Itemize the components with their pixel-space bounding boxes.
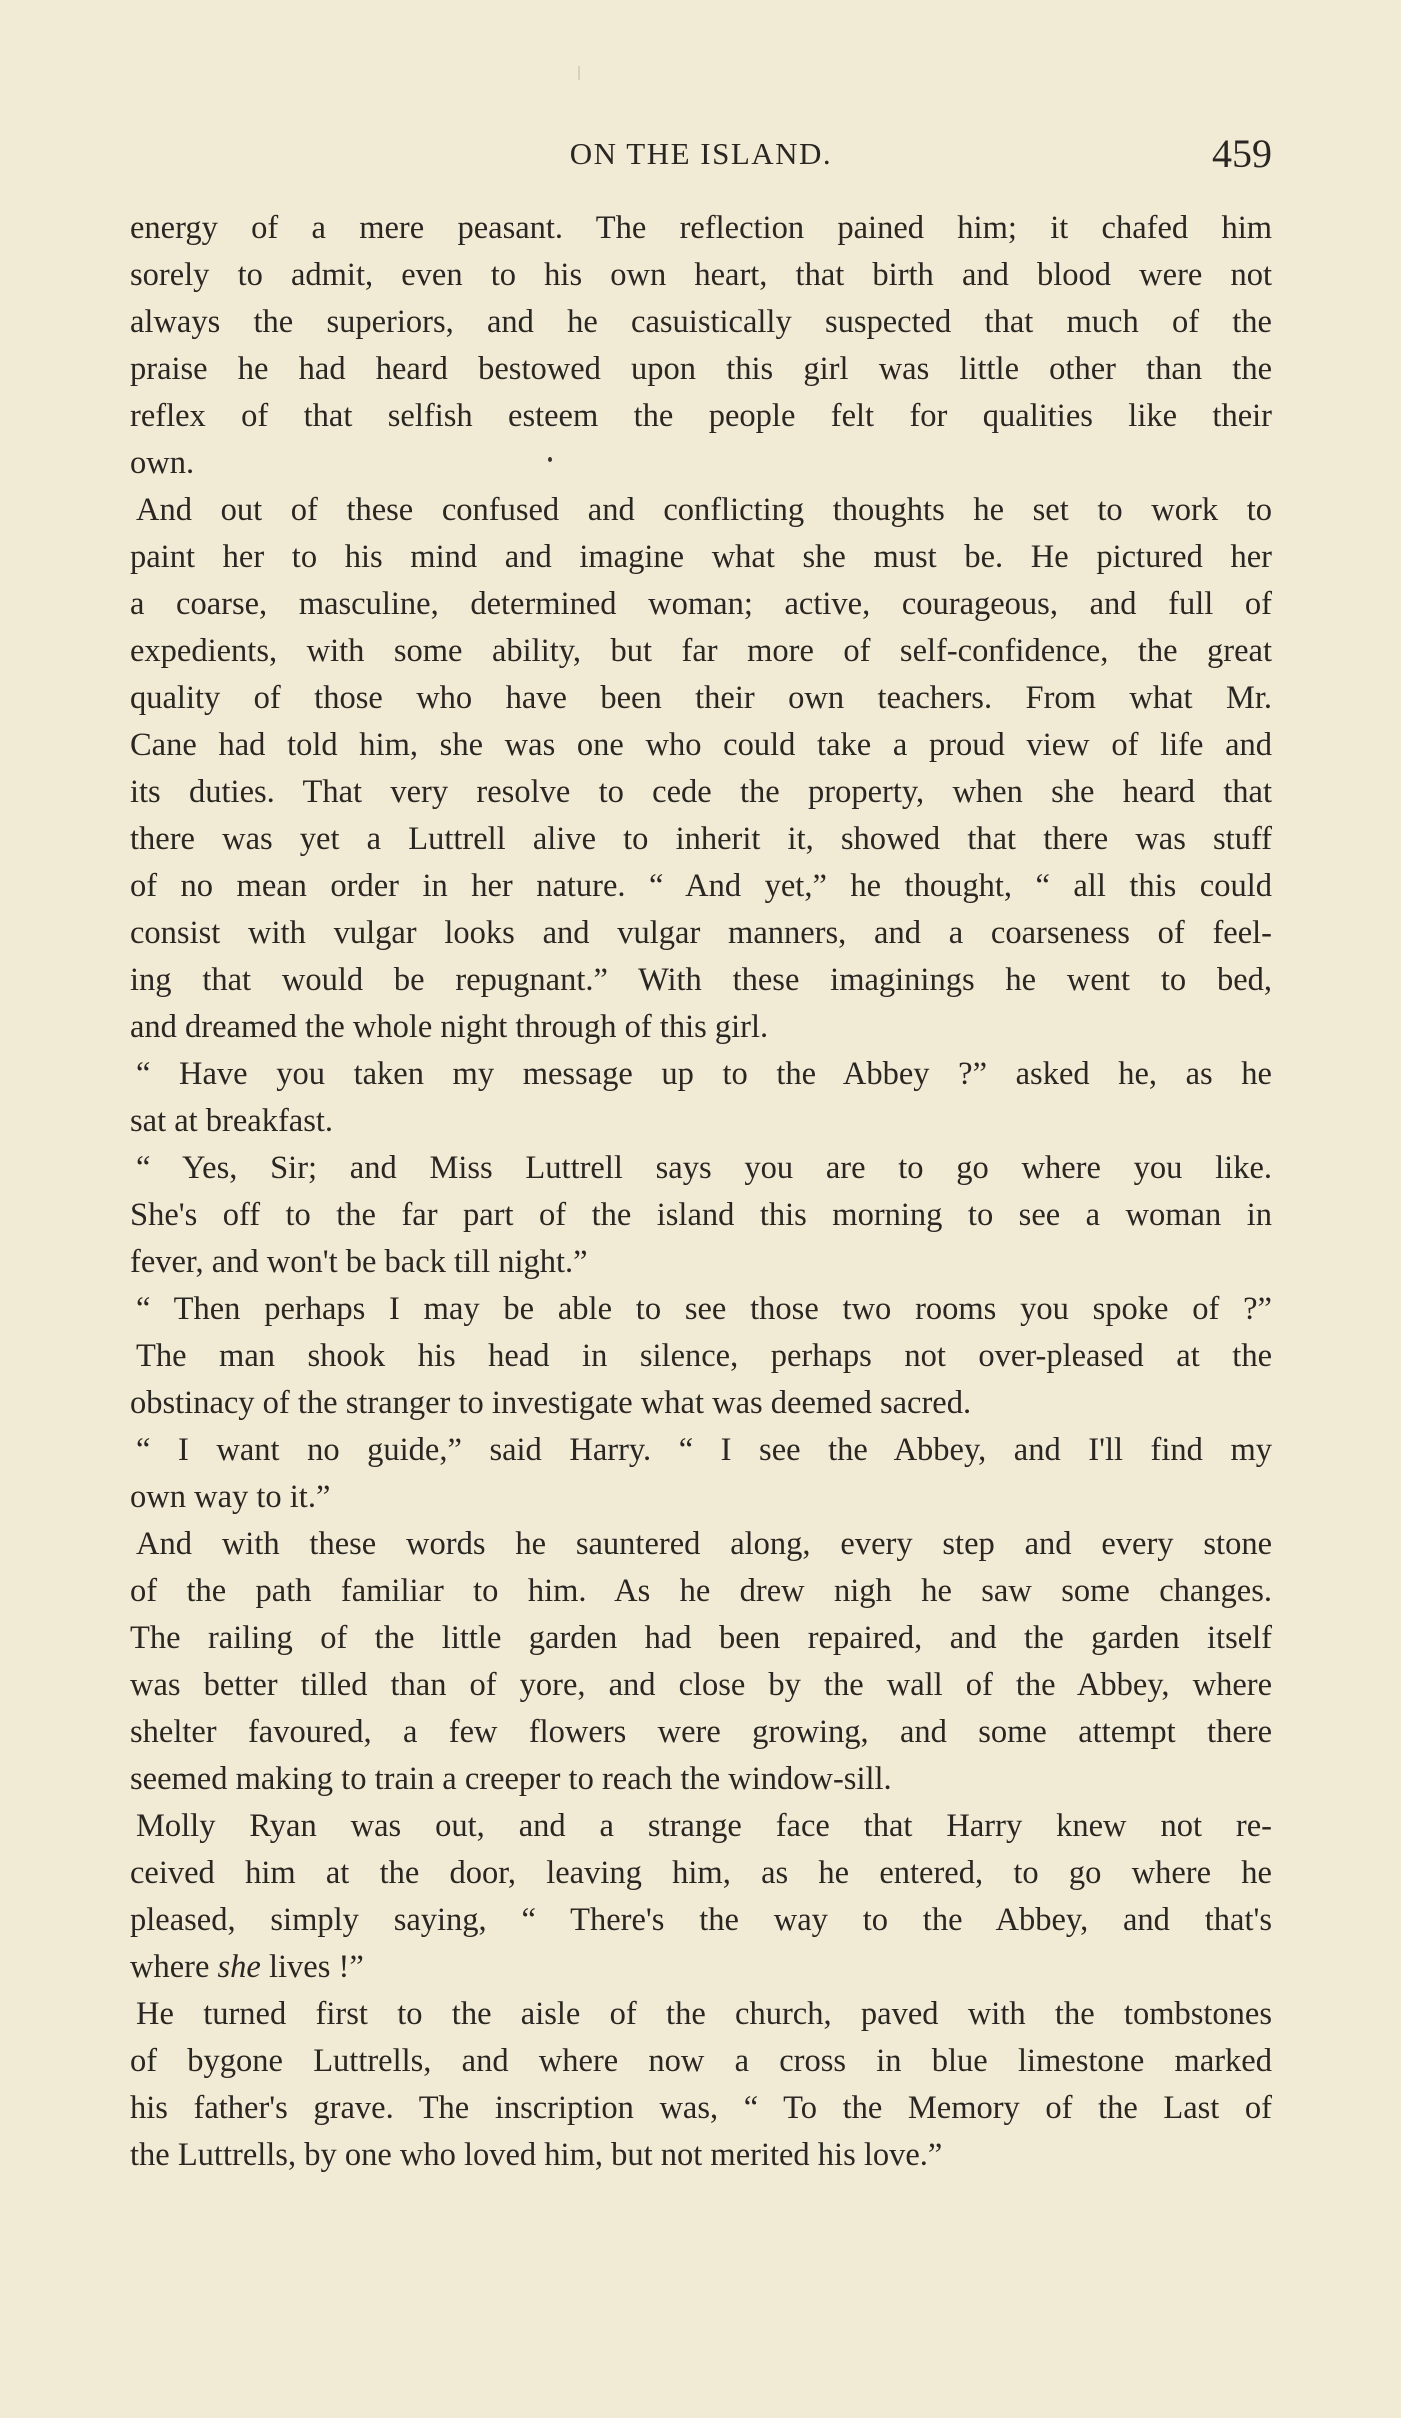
text-line: “ Then perhaps I may be able to see those two rooms you spoke of ?” xyxy=(136,1291,1272,1327)
text-line: his father's grave. The inscription was, “ To the Memory of the Last of xyxy=(130,2090,1272,2126)
emphasis-word: she xyxy=(217,1949,261,1985)
text-line: She's off to the far part of the island this morning to see a woman in xyxy=(130,1197,1272,1233)
text-fragment: where xyxy=(130,1949,210,1985)
page-number: 459 xyxy=(1212,131,1272,176)
text-line: the Luttrells, by one who loved him, but not merited his love.” xyxy=(130,2137,943,2173)
body-text xyxy=(130,205,1272,2179)
text-line: reflex of that selfish esteem the people felt for qualities like their xyxy=(130,398,1272,434)
text-line: fever, and won't be back till night.” xyxy=(130,1244,588,1280)
text-line: own. xyxy=(130,445,195,481)
text-line: always the superiors, and he casuistically suspected that much of the xyxy=(130,304,1272,340)
text-line: its duties. That very resolve to cede the property, when she heard that xyxy=(130,774,1272,810)
text-line: ing that would be repugnant.” With these imaginings he went to bed, xyxy=(130,962,1272,998)
text-line: sat at breakfast. xyxy=(130,1103,334,1139)
text-line: pleased, simply saying, “ There's the way to the Abbey, and that's xyxy=(130,1902,1272,1938)
text-line: The man shook his head in silence, perhaps not over-pleased at the xyxy=(136,1338,1272,1374)
text-line: obstinacy of the stranger to investigate what was deemed sacred. xyxy=(130,1385,972,1421)
text-line: and dreamed the whole night through of this girl. xyxy=(130,1009,769,1045)
text-line: of no mean order in her nature. “ And yet,” he thought, “ all this could xyxy=(130,868,1272,904)
text-line: praise he had heard bestowed upon this girl was little other than the xyxy=(130,351,1272,387)
text-line: And with these words he sauntered along, every step and every stone xyxy=(136,1526,1272,1562)
text-line: ceived him at the door, leaving him, as he entered, to go where he xyxy=(130,1855,1272,1891)
running-head xyxy=(130,130,1272,180)
text-line: “ Have you taken my message up to the Abbey ?” asked he, as he xyxy=(136,1056,1272,1092)
page-mark xyxy=(578,66,580,80)
text-line: seemed making to train a creeper to reach the window-sill. xyxy=(130,1761,892,1797)
text-line: He turned first to the aisle of the church, paved with the tombstones xyxy=(136,1996,1272,2032)
running-title: ON THE ISLAND. xyxy=(569,136,833,171)
text-line: there was yet a Luttrell alive to inherit it, showed that there was stuff xyxy=(130,821,1272,857)
text-line: “ Yes, Sir; and Miss Luttrell says you are to go where you like. xyxy=(136,1150,1272,1186)
text-line xyxy=(130,1944,1272,1991)
text-line: “ I want no guide,” said Harry. “ I see the Abbey, and I'll find my xyxy=(136,1432,1272,1468)
text-line: quality of those who have been their own teachers. From what Mr. xyxy=(130,680,1272,716)
text-line: Cane had told him, she was one who could take a proud view of life and xyxy=(130,727,1272,763)
text-fragment: lives !” xyxy=(268,1949,364,1985)
text-line: a coarse, masculine, determined woman; active, courageous, and full of xyxy=(130,586,1272,622)
text-line: was better tilled than of yore, and close by the wall of the Abbey, where xyxy=(130,1667,1272,1703)
text-line: paint her to his mind and imagine what she must be. He pictured her xyxy=(130,539,1272,575)
text-line: of the path familiar to him. As he drew nigh he saw some changes. xyxy=(130,1573,1272,1609)
text-line: energy of a mere peasant. The reflection pained him; it chafed him xyxy=(130,210,1272,246)
text-line: expedients, with some ability, but far more of self-confidence, the great xyxy=(130,633,1272,669)
text-line: The railing of the little garden had been repaired, and the garden itself xyxy=(130,1620,1272,1656)
text-line: own way to it.” xyxy=(130,1479,331,1515)
text-line: sorely to admit, even to his own heart, that birth and blood were not xyxy=(130,257,1272,293)
text-line: Molly Ryan was out, and a strange face that Harry knew not re- xyxy=(136,1808,1272,1844)
ink-speck xyxy=(548,457,552,462)
text-line: of bygone Luttrells, and where now a cross in blue limestone marked xyxy=(130,2043,1272,2079)
text-line: And out of these confused and conflicting thoughts he set to work to xyxy=(136,492,1272,528)
text-line: consist with vulgar looks and vulgar manners, and a coarseness of feel- xyxy=(130,915,1272,951)
text-line: shelter favoured, a few flowers were growing, and some attempt there xyxy=(130,1714,1272,1750)
